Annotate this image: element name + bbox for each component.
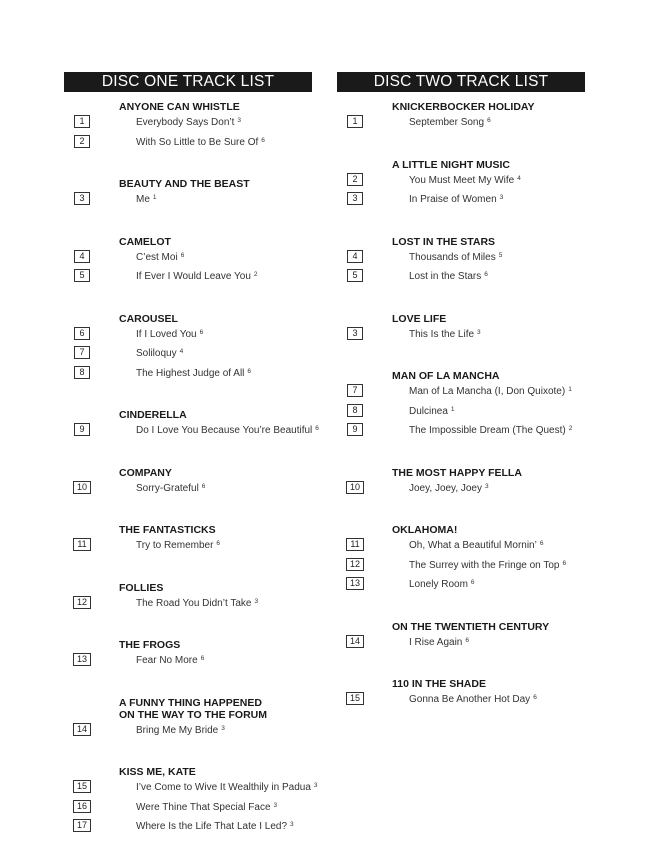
track-number: 15 xyxy=(73,780,91,793)
track-number: 15 xyxy=(346,692,364,705)
track-number: 12 xyxy=(73,596,91,609)
footnote-marker: 6 xyxy=(200,655,205,662)
track-row xyxy=(337,402,585,422)
show-section xyxy=(64,639,312,671)
song-title xyxy=(136,268,258,283)
song-title xyxy=(409,557,566,572)
show-title: COMPANY xyxy=(119,466,172,479)
disc-two-header: DISC TWO TRACK LIST xyxy=(337,72,585,92)
track-row xyxy=(337,575,585,595)
show-title: CINDERELLA xyxy=(119,409,187,421)
show-section xyxy=(337,236,585,287)
footnote-marker: 6 xyxy=(484,271,488,278)
song-name: September Song xyxy=(409,117,485,128)
song-title xyxy=(136,595,258,610)
track-row xyxy=(64,651,312,671)
track-number: 2 xyxy=(347,173,363,186)
song-name: Oh, What a Beautiful Mornin’ xyxy=(409,540,537,551)
footnote-marker: 2 xyxy=(568,425,573,432)
show-title: ANYONE CAN WHISTLE xyxy=(119,101,240,113)
footnote-marker: 4 xyxy=(517,174,521,182)
footnote-marker: 6 xyxy=(539,540,544,547)
song-name: C’est Moi xyxy=(136,251,178,263)
song-title xyxy=(136,134,265,149)
song-title xyxy=(136,326,203,341)
show-section xyxy=(64,409,319,441)
footnote-marker: 6 xyxy=(465,636,469,644)
footnote-marker: 1 xyxy=(152,194,157,201)
song-title xyxy=(409,191,503,206)
track-number: 7 xyxy=(347,384,363,397)
footnote-marker: 6 xyxy=(487,117,491,124)
track-row xyxy=(64,267,312,287)
track-number: 10 xyxy=(73,481,91,494)
track-row xyxy=(64,778,318,798)
show-title: A FUNNY THING HAPPENED xyxy=(119,696,262,709)
footnote-marker: 3 xyxy=(485,482,489,490)
track-number: 1 xyxy=(74,115,90,128)
track-row xyxy=(337,190,585,210)
footnote-marker: 1 xyxy=(450,405,455,413)
footnote-marker: 2 xyxy=(253,271,258,278)
show-title: CAMELOT xyxy=(119,235,171,248)
show-title: THE FROGS xyxy=(119,639,181,651)
song-name: Thousands of Miles xyxy=(409,251,496,263)
track-row xyxy=(337,325,585,345)
song-title xyxy=(409,691,537,706)
song-title xyxy=(136,191,157,206)
disc-two-show-list xyxy=(337,101,585,710)
show-section xyxy=(64,101,312,152)
song-name: Do I Love You Because You’re Beautiful xyxy=(136,425,313,436)
song-title xyxy=(409,634,469,649)
track-row xyxy=(337,479,585,499)
track-number: 9 xyxy=(74,423,90,436)
track-number: 17 xyxy=(73,819,91,832)
song-title xyxy=(136,799,277,814)
song-title xyxy=(136,779,318,794)
track-row xyxy=(64,421,319,441)
track-number: 13 xyxy=(346,577,364,590)
song-title xyxy=(409,576,475,591)
track-number: 7 xyxy=(74,346,90,359)
track-number: 10 xyxy=(346,481,364,494)
disc-one-column xyxy=(64,72,319,863)
show-section xyxy=(64,697,312,741)
track-row xyxy=(337,171,585,191)
track-number: 1 xyxy=(347,115,363,128)
track-row xyxy=(337,421,585,441)
song-name: The Road You Didn’t Take xyxy=(136,597,252,609)
footnote-marker: 6 xyxy=(533,694,537,701)
track-row xyxy=(64,133,312,153)
show-section xyxy=(64,313,312,384)
show-section xyxy=(337,370,585,441)
song-name: Everybody Says Don’t xyxy=(136,117,235,128)
track-number: 12 xyxy=(346,558,364,571)
show-section xyxy=(337,101,585,133)
footnote-marker: 6 xyxy=(470,579,475,586)
track-row xyxy=(64,344,312,364)
show-section xyxy=(64,236,312,287)
song-title xyxy=(409,249,502,264)
show-title: FOLLIES xyxy=(119,581,164,594)
show-title: THE FANTASTICKS xyxy=(119,524,216,536)
song-title xyxy=(409,268,488,283)
song-name: Gonna Be Another Hot Day xyxy=(409,694,531,705)
show-section xyxy=(337,524,585,595)
track-row xyxy=(64,798,312,818)
song-title xyxy=(409,383,572,398)
song-title xyxy=(409,326,481,341)
track-row xyxy=(337,536,585,556)
show-section xyxy=(337,467,585,499)
track-number: 3 xyxy=(74,192,90,205)
song-name: The Impossible Dream (The Quest) xyxy=(409,425,566,436)
track-row xyxy=(337,690,585,710)
song-title xyxy=(136,480,205,495)
song-name: Dulcinea xyxy=(409,405,448,417)
footnote-marker: 3 xyxy=(290,821,294,828)
track-number: 5 xyxy=(74,269,90,282)
song-name: I’ve Come to Wive It Wealthily in Padua xyxy=(136,782,311,793)
track-number: 8 xyxy=(74,366,90,379)
song-name: With So Little to Be Sure Of xyxy=(136,136,259,148)
footnote-marker: 6 xyxy=(180,251,185,259)
show-title: CAROUSEL xyxy=(119,312,178,325)
show-title: LOVE LIFE xyxy=(392,312,447,325)
track-row xyxy=(64,721,312,741)
song-title xyxy=(136,365,251,380)
track-row xyxy=(337,633,585,653)
song-title xyxy=(409,172,521,187)
track-row xyxy=(64,536,312,556)
song-title xyxy=(409,403,455,418)
track-number: 5 xyxy=(347,269,363,282)
song-name: The Highest Judge of All xyxy=(136,367,245,379)
track-row xyxy=(64,325,312,345)
song-name: The Surrey with the Fringe on Top xyxy=(409,559,560,571)
song-title xyxy=(409,422,572,437)
song-title xyxy=(409,537,543,552)
song-name: Were Thine That Special Face xyxy=(136,801,271,813)
show-title: OKLAHOMA! xyxy=(392,524,458,536)
track-row xyxy=(337,556,585,576)
song-title xyxy=(136,345,183,360)
show-title: MAN OF LA MANCHA xyxy=(392,370,500,382)
song-name: Lonely Room xyxy=(409,579,468,590)
song-name: Me xyxy=(136,194,150,205)
track-row xyxy=(64,190,312,210)
show-section xyxy=(337,313,585,345)
track-number: 9 xyxy=(347,423,363,436)
track-number: 3 xyxy=(347,327,363,340)
footnote-marker: 1 xyxy=(568,386,572,393)
song-name: Try to Remember xyxy=(136,540,214,551)
song-title xyxy=(136,537,220,552)
song-name: Where Is the Life That Late I Led? xyxy=(136,821,288,832)
footnote-marker: 6 xyxy=(261,136,265,144)
song-name: I Rise Again xyxy=(409,636,463,648)
song-title xyxy=(136,249,184,264)
song-title xyxy=(136,652,204,667)
song-name: Sorry-Grateful xyxy=(136,482,199,494)
track-number: 11 xyxy=(346,538,364,551)
footnote-marker: 6 xyxy=(315,425,319,432)
song-name: This Is the Life xyxy=(409,328,475,340)
song-title xyxy=(136,114,241,129)
track-row xyxy=(337,267,585,287)
track-row xyxy=(64,479,312,499)
song-name: Lost in the Stars xyxy=(409,271,482,282)
track-number: 13 xyxy=(73,653,91,666)
song-name: In Praise of Women xyxy=(409,194,497,205)
song-name: If I Loved You xyxy=(136,328,197,340)
disc-two-column xyxy=(337,72,585,736)
track-row xyxy=(337,382,585,402)
track-number: 11 xyxy=(73,538,91,551)
footnote-marker: 5 xyxy=(498,251,503,259)
song-name: Man of La Mancha (I, Don Quixote) xyxy=(409,386,566,397)
song-title xyxy=(409,114,491,129)
track-row xyxy=(64,113,312,133)
show-section xyxy=(64,582,312,614)
track-number: 14 xyxy=(73,723,91,736)
track-row xyxy=(64,817,312,837)
song-name: Soliloquy xyxy=(136,348,177,359)
show-title: LOST IN THE STARS xyxy=(392,235,496,248)
song-title xyxy=(409,480,489,495)
show-section xyxy=(337,621,585,653)
track-number: 4 xyxy=(74,250,90,263)
show-title: 110 IN THE SHADE xyxy=(392,678,486,690)
footnote-marker: 3 xyxy=(477,328,481,336)
show-section xyxy=(64,524,312,556)
show-section xyxy=(64,178,312,210)
show-title: ON THE TWENTIETH CENTURY xyxy=(392,620,550,633)
footnote-marker: 3 xyxy=(313,782,318,789)
show-title: A LITTLE NIGHT MUSIC xyxy=(392,158,511,171)
footnote-marker: 3 xyxy=(237,117,242,124)
track-number: 4 xyxy=(347,250,363,263)
track-number: 14 xyxy=(346,635,364,648)
footnote-marker: 6 xyxy=(216,540,221,547)
track-number: 8 xyxy=(347,404,363,417)
show-section xyxy=(64,467,312,499)
footnote-marker: 4 xyxy=(179,348,184,355)
show-section xyxy=(337,159,585,210)
footnote-marker: 3 xyxy=(221,724,225,732)
footnote-marker: 6 xyxy=(199,328,204,336)
song-name: Joey, Joey, Joey xyxy=(409,482,482,494)
footnote-marker: 3 xyxy=(273,801,278,809)
footnote-marker: 6 xyxy=(201,482,206,490)
song-name: Bring Me My Bride xyxy=(136,724,219,736)
show-title: KISS ME, KATE xyxy=(119,766,196,778)
disc-one-show-list xyxy=(64,101,319,837)
footnote-marker: 3 xyxy=(254,597,259,605)
track-row xyxy=(337,113,585,133)
song-name: If Ever I Would Leave You xyxy=(136,271,251,282)
disc-one-header: DISC ONE TRACK LIST xyxy=(64,72,312,92)
song-title xyxy=(136,422,319,437)
track-number: 16 xyxy=(73,800,91,813)
song-title xyxy=(136,722,225,737)
show-section xyxy=(337,678,585,710)
show-title: KNICKERBOCKER HOLIDAY xyxy=(392,101,535,113)
track-row xyxy=(64,594,312,614)
track-number: 6 xyxy=(74,327,90,340)
track-row xyxy=(337,248,585,268)
show-title: THE MOST HAPPY FELLA xyxy=(392,466,522,479)
song-name: Fear No More xyxy=(136,655,198,666)
song-title xyxy=(136,818,294,833)
track-row xyxy=(64,248,312,268)
track-number: 3 xyxy=(347,192,363,205)
footnote-marker: 6 xyxy=(247,367,252,375)
show-title: BEAUTY AND THE BEAST xyxy=(119,178,250,190)
song-name: You Must Meet My Wife xyxy=(409,174,515,186)
show-title-line2: ON THE WAY TO THE FORUM xyxy=(119,708,267,721)
show-section xyxy=(64,766,318,837)
track-number: 2 xyxy=(74,135,90,148)
track-row xyxy=(64,364,312,384)
footnote-marker: 6 xyxy=(562,559,567,567)
footnote-marker: 3 xyxy=(499,194,504,201)
